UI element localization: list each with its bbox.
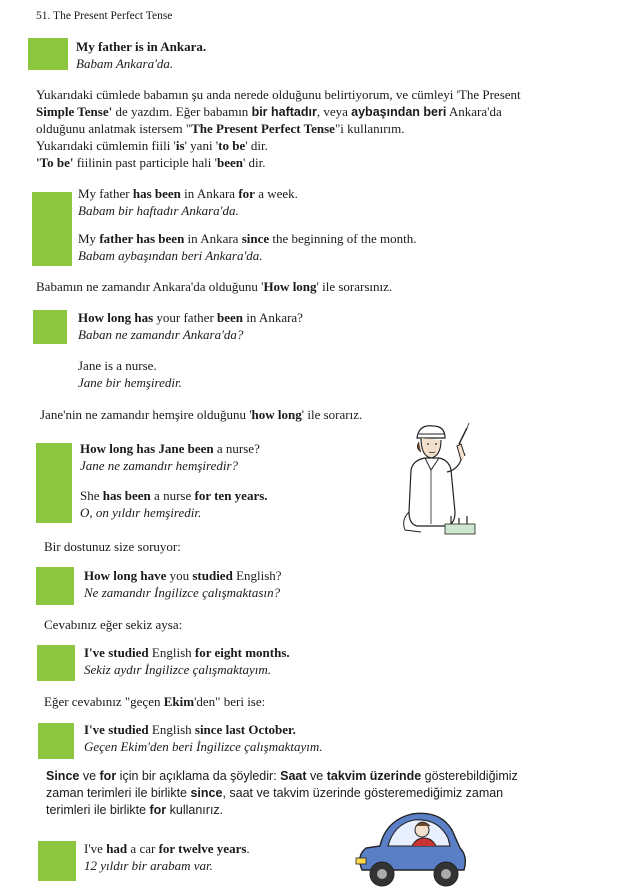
paragraph-line: Cevabınız eğer sekiz aysa: <box>44 617 183 632</box>
page-title: 51. The Present Perfect Tense <box>36 10 173 22</box>
example-sentence: My father has been in Ankara for a week. <box>78 186 298 201</box>
paragraph-line: Jane'nin ne zamandır hemşire olduğunu 'how long' ile sorarız. <box>40 407 363 422</box>
paragraph-line: zaman terimleri ile birlikte since, saat ve takvim üzerinde gösteremediğimiz zaman <box>46 786 504 800</box>
example-translation: O, on yıldır hemşiredir. <box>80 505 202 520</box>
green-marker <box>32 192 72 266</box>
paragraph-line: 'To be' fiilinin past participle hali 'been' dir. <box>36 155 266 170</box>
paragraph-line: Simple Tense' de yazdım. Eğer babamın bir haftadır, veya aybaşından beri Ankara'da <box>36 104 502 119</box>
example-translation: Jane ne zamandır hemşiredir? <box>80 458 239 473</box>
example-translation: Geçen Ekim'den beri İngilizce çalışmaktayım. <box>84 739 323 754</box>
example-translation: Babam aybaşından beri Ankara'da. <box>78 248 263 263</box>
nurse-illustration <box>395 420 477 542</box>
paragraph-line: Bir dostunuz size soruyor: <box>44 539 181 554</box>
car-illustration <box>352 800 470 892</box>
example-sentence: How long has Jane been a nurse? <box>80 441 260 456</box>
paragraph-line: Eğer cevabınız "geçen Ekim'den" beri ise: <box>44 694 266 709</box>
green-marker <box>36 567 74 605</box>
example-translation: Jane bir hemşiredir. <box>78 375 182 390</box>
example-sentence: My father has been in Ankara since the beginning of the month. <box>78 231 417 246</box>
green-marker <box>37 645 75 681</box>
paragraph-line: olduğunu anlatmak istersem "The Present Perfect Tense"i kullanırım. <box>36 121 405 136</box>
paragraph-line: terimleri ile birlikte for kullanırız. <box>46 803 224 817</box>
paragraph-line: Babamın ne zamandır Ankara'da olduğunu 'How long' ile sorarsınız. <box>36 279 393 294</box>
example-sentence: I've studied English for eight months. <box>84 645 290 660</box>
green-marker <box>38 841 76 881</box>
green-marker <box>33 310 67 344</box>
paragraph-line: Yukarıdaki cümlede babamın şu anda nerede olduğunu belirtiyorum, ve cümleyi 'The Present <box>36 87 521 102</box>
example-translation: Babam Ankara'da. <box>76 56 174 71</box>
green-marker <box>28 38 68 70</box>
example-translation: Baban ne zamandır Ankara'da? <box>78 327 244 342</box>
example-translation: Sekiz aydır İngilizce çalışmaktayım. <box>84 662 272 677</box>
paragraph-line: Since ve for için bir açıklama da şöyledir: Saat ve takvim üzerinde gösterebildiğimiz <box>46 769 518 783</box>
green-marker <box>36 443 72 523</box>
example-sentence: How long has your father been in Ankara? <box>78 310 303 325</box>
example-sentence: My father is in Ankara. <box>76 39 207 54</box>
example-translation: Ne zamandır İngilizce çalışmaktasın? <box>84 585 281 600</box>
example-sentence: I've had a car for twelve years. <box>84 841 250 856</box>
green-marker <box>38 723 74 759</box>
example-translation: 12 yıldır bir arabam var. <box>84 858 213 873</box>
paragraph-line: Yukarıdaki cümlemin fiili 'is' yani 'to be' dir. <box>36 138 268 153</box>
example-sentence: I've studied English since last October. <box>84 722 296 737</box>
example-translation: Babam bir haftadır Ankara'da. <box>78 203 239 218</box>
example-sentence: How long have you studied English? <box>84 568 282 583</box>
example-sentence: Jane is a nurse. <box>78 358 157 373</box>
example-sentence: She has been a nurse for ten years. <box>80 488 268 503</box>
